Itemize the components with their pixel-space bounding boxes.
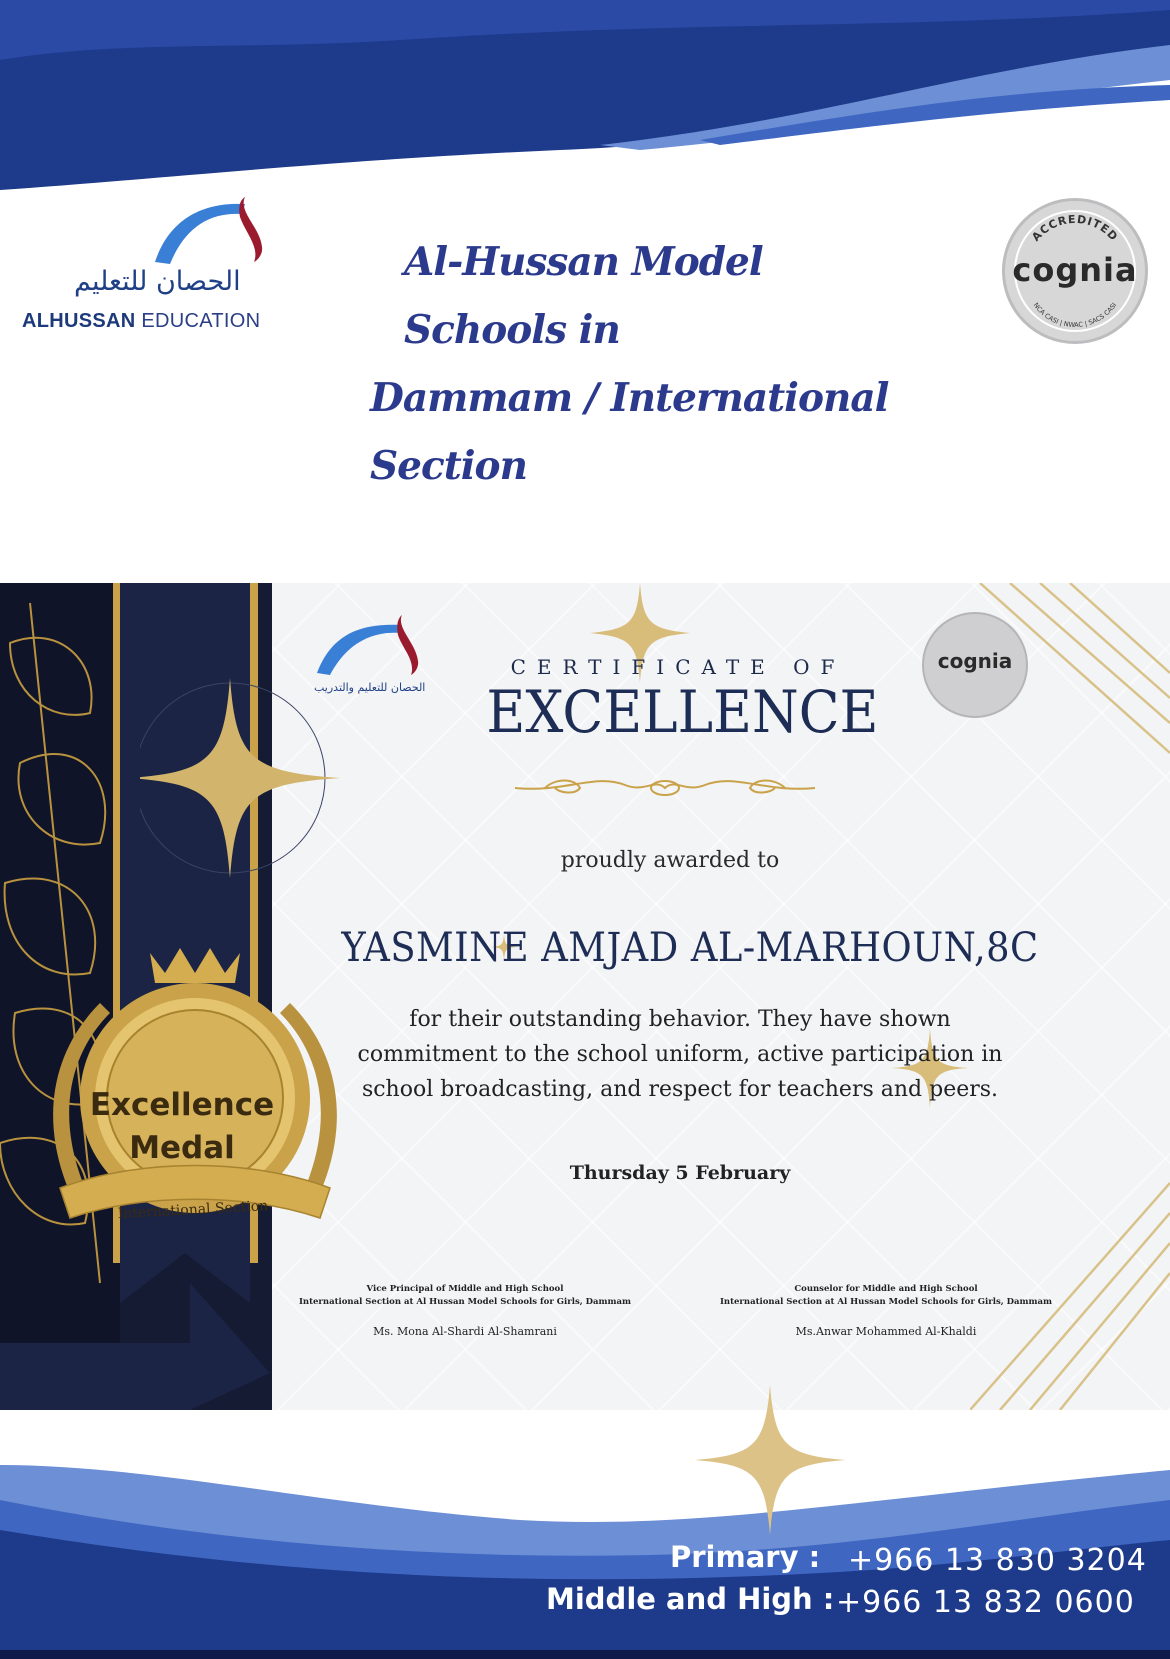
cognia-accreditation-badge [1002, 198, 1148, 344]
header-wave-decoration [0, 0, 1170, 200]
footer-sparkle-star [690, 1380, 850, 1540]
signature-2-role-line-1: Counselor for Middle and High School [794, 1284, 978, 1294]
brand-english-rest: EDUCATION [135, 310, 261, 332]
awarded-to-text: proudly awarded to [560, 848, 780, 873]
signature-block-2 [706, 1283, 1066, 1338]
primary-phone-number: +966 13 830 3204 [848, 1543, 1147, 1578]
award-date: Thursday 5 February [569, 1162, 791, 1184]
medal-ribbon-text: International Section [117, 1198, 269, 1222]
alhussan-logo-mark [150, 192, 280, 272]
brand-arabic-name: الحصان للتعليم [74, 266, 241, 297]
svg-text:NCA CASI | NWAC | SACS CASI [1032, 301, 1118, 329]
certificate-logo-mark [312, 613, 432, 683]
signature-1-role-line-1: Vice Principal of Middle and High School [366, 1284, 564, 1294]
brand-english-name [22, 310, 260, 333]
signature-block-1 [285, 1283, 645, 1338]
certificate-heading-big: EXCELLENCE [486, 678, 879, 746]
medal-title-line-1: Excellence [89, 1087, 275, 1123]
certificate-heading-small: CERTIFICATE OF [510, 655, 846, 679]
signature-1-name: Ms. Mona Al-Shardi Al-Shamrani [373, 1325, 557, 1338]
school-title-line-2: Dammam / International Section [370, 375, 889, 489]
school-title [370, 228, 930, 500]
medal-title-line-2: Medal [129, 1130, 235, 1166]
cognia-word: cognia [1012, 251, 1138, 289]
recipient-name: YASMINE AMJAD AL-MARHOUN,8C [341, 925, 1039, 971]
signature-1-role-line-2: International Section at Al Hussan Model Schools for Girls, Dammam [298, 1297, 632, 1307]
sparkle-star-large [140, 678, 340, 878]
footer-wave-decoration [0, 1410, 1170, 1659]
school-title-line-1: Al-Hussan Model Schools in [404, 239, 763, 353]
signature-2-name: Ms.Anwar Mohammed Al-Khaldi [795, 1325, 977, 1338]
signature-2-role-line-2: International Section at Al Hussan Model Schools for Girls, Dammam [719, 1297, 1053, 1307]
brand-english-bold: ALHUSSAN [22, 310, 136, 332]
certificate-cognia-badge [922, 612, 1028, 718]
heading-ornament [505, 763, 825, 813]
primary-phone-label: Primary : [670, 1540, 821, 1574]
certificate-logo-text: الحصان للتعليم والتدريب [314, 681, 426, 694]
badge-bottom-text: NCA CASI | NWAC | SACS CASI [1031, 301, 1119, 330]
award-description: for their outstanding behavior. They have shown commitment to the school uniform, active participation in school broadcasting, and respect for teachers and peers. [357, 1007, 1003, 1102]
badge-accredited-text: ACCREDITED [1029, 212, 1121, 244]
certificate-cognia-word: cognia [937, 649, 1013, 673]
svg-text:ACCREDITED [1029, 213, 1120, 244]
middle-high-phone-label: Middle and High : [546, 1582, 835, 1616]
middle-high-phone-number: +966 13 832 0600 [836, 1585, 1135, 1620]
